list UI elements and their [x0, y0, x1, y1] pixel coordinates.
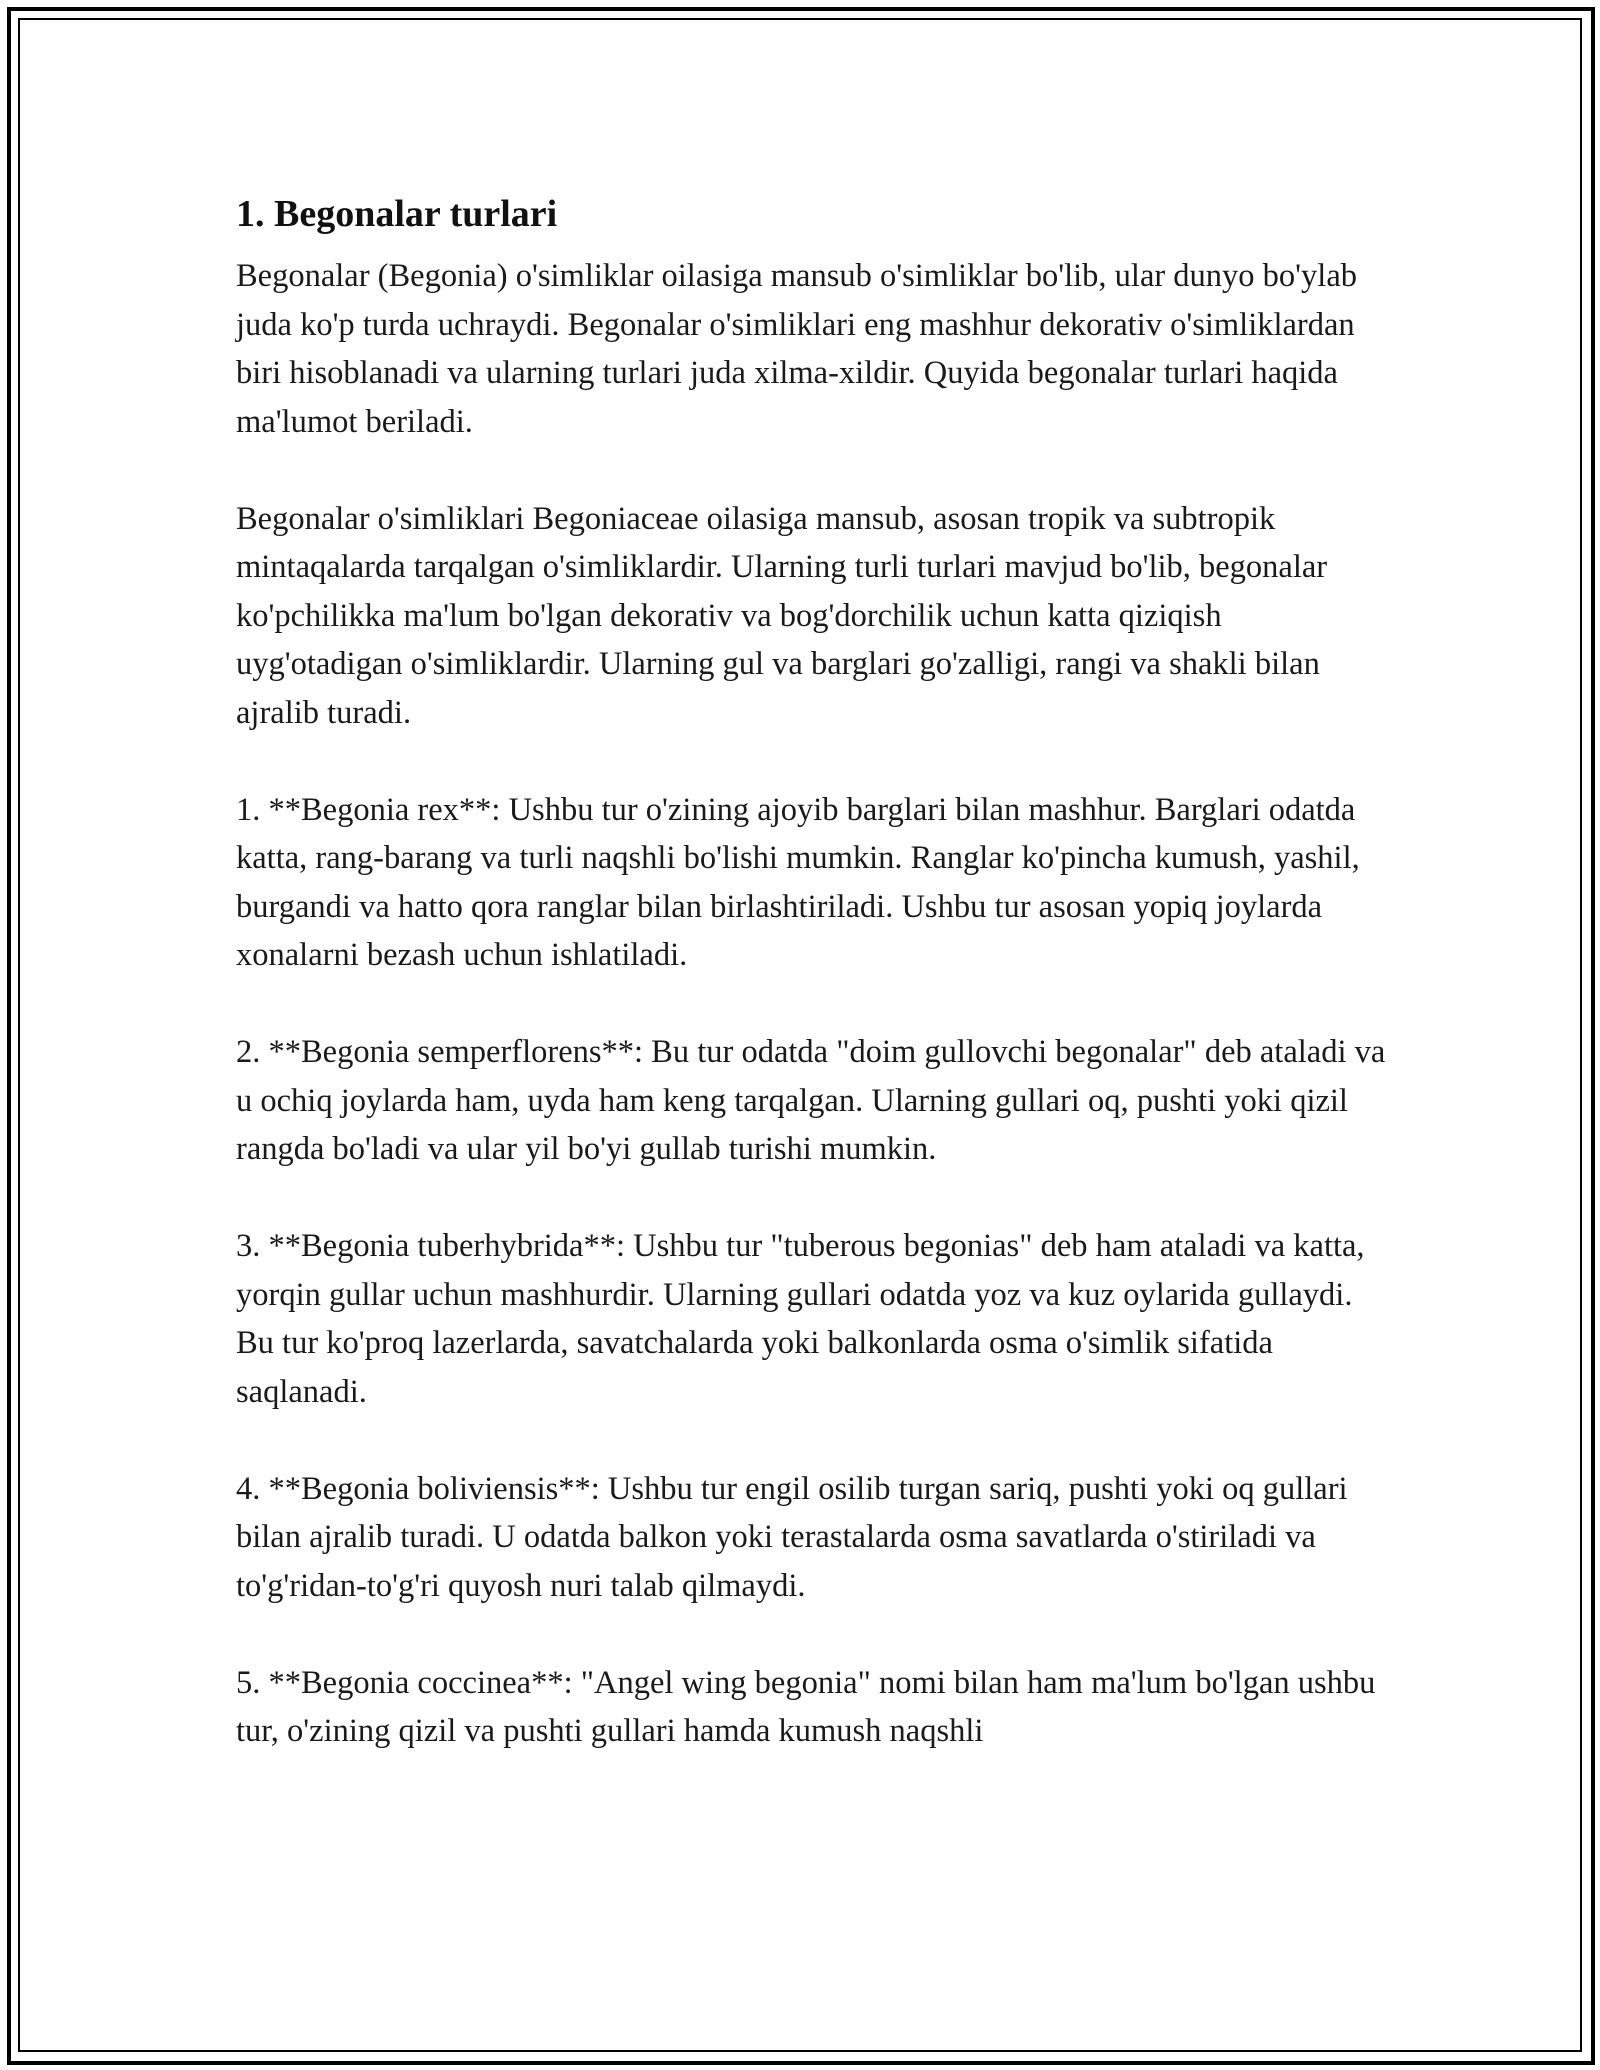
list-item-begonia-rex: 1. **Begonia rex**: Ushbu tur o'zining ajoyib barglari bilan mashhur. Barglari odatda katta, rang-barang va turli naqshli bo'lishi mumkin. Ranglar ko'pincha kumush, yashil, burgandi va hatto qora ranglar bilan birlashtiriladi. Ushbu tur asosan yopiq joylarda xonalarni bezash uchun ishlatiladi. — [236, 791, 1360, 973]
section-heading: 1. Begonalar turlari — [236, 193, 558, 235]
list-item-begonia-semperflorens: 2. **Begonia semperflorens**: Bu tur odatda "doim gullovchi begonalar" deb ataladi va u ochiq joylarda ham, uyda ham keng tarqalgan. Ularning gullari oq, pushti yoki qizil rangda bo'ladi va ular yil bo'yi gullab turishi mumkin. — [236, 1034, 1386, 1167]
list-item-begonia-coccinea: 5. **Begonia coccinea**: "Angel wing begonia" nomi bilan ham ma'lum bo'lgan ushbu tur, o'zining qizil va pushti gullari hamda kumush naqshli — [236, 1664, 1376, 1749]
list-item-begonia-tuberhybrida: 3. **Begonia tuberhybrida**: Ushbu tur "tuberous begonias" deb ham ataladi va katta, yorqin gullar uchun mashhurdir. Ularning gullari odatda yoz va kuz oylarida gullaydi. Bu tur ko'proq lazerlarda, savatchalarda yoki balkonlarda osma o'simlik sifatida saqlanadi. — [236, 1228, 1365, 1410]
paragraph-intro: Begonalar (Begonia) o'simliklar oilasiga mansub o'simliklar bo'lib, ular dunyo bo'ylab juda ko'p turda uchraydi. Begonalar o'simliklari eng mashhur dekorativ o'simliklardan biri hisoblanadi va ularning turlari juda xilma-xildir. Quyida begonalar turlari haqida ma'lumot beriladi. — [236, 258, 1357, 440]
paragraph-family: Begonalar o'simliklari Begoniaceae oilasiga mansub, asosan tropik va subtropik mintaqalarda tarqalgan o'simliklardir. Ularning turli turlari mavjud bo'lib, begonalar ko'pchilikka ma'lum bo'lgan dekorativ va bog'dorchilik uchun katta qiziqish uyg'otadigan o'simliklardir. Ularning gul va barglari go'zalligi, rangi va shakli bilan ajralib turadi. — [236, 500, 1328, 731]
list-item-begonia-boliviensis: 4. **Begonia boliviensis**: Ushbu tur engil osilib turgan sariq, pushti yoki oq gullari bilan ajralib turadi. U odatda balkon yoki terastalarda osma savatlarda o'stiriladi va to'g'ridan-to'g'ri quyosh nuri talab qilmaydi. — [236, 1470, 1348, 1604]
document-page — [236, 184, 1386, 1804]
